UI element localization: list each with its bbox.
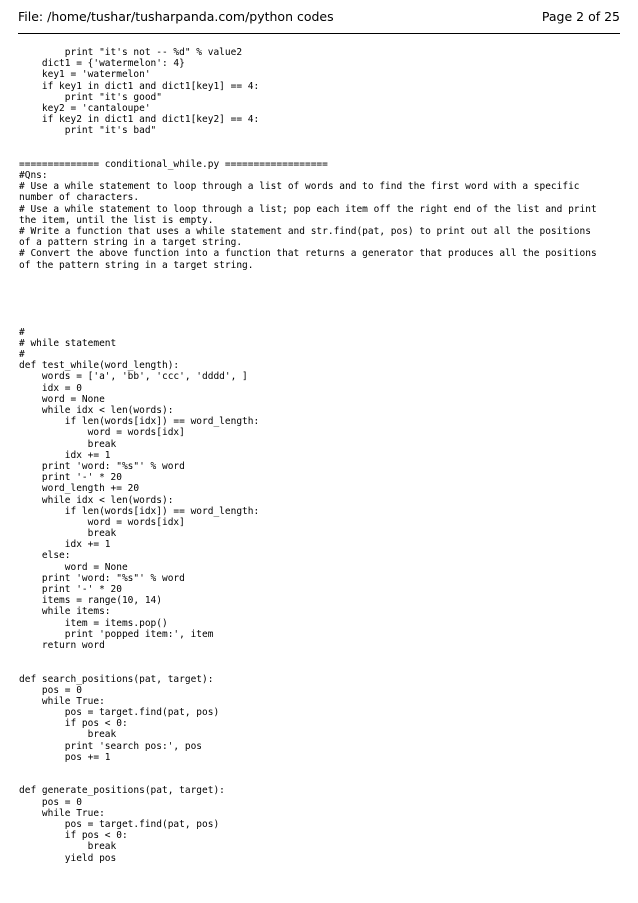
- code-line: word = words[idx]: [19, 516, 185, 528]
- code-line: while True:: [19, 695, 105, 707]
- code-line: while idx < len(words):: [19, 494, 174, 506]
- code-line: break: [19, 528, 117, 540]
- code-line: pos += 1: [19, 751, 111, 763]
- code-line: of a pattern string in a target string.: [19, 237, 243, 249]
- code-line: # Use a while statement to loop through a list of words and to find the first word with a specific: [19, 181, 580, 193]
- code-line: #: [19, 349, 25, 361]
- code-line: break: [19, 438, 117, 450]
- code-line: pos = target.find(pat, pos): [19, 707, 220, 719]
- code-line: [19, 304, 623, 315]
- code-line: idx = 0: [19, 382, 82, 394]
- code-line: # Use a while statement to loop through a list; pop each item off the right end of the list and print: [19, 203, 597, 215]
- code-line: [19, 774, 623, 785]
- file-path-label: File: /home/tushar/tusharpanda.com/python codes: [18, 9, 334, 24]
- code-line: number of characters.: [19, 192, 140, 204]
- code-line: if key1 in dict1 and dict1[key1] == 4:: [19, 80, 260, 92]
- code-line: [19, 282, 623, 293]
- code-line: print '-' * 20: [19, 472, 122, 484]
- code-line: if key2 in dict1 and dict1[key2] == 4:: [19, 114, 260, 126]
- code-listing: [19, 47, 623, 864]
- code-line: def generate_positions(pat, target):: [19, 785, 225, 797]
- code-line: [19, 137, 623, 148]
- code-line: while idx < len(words):: [19, 405, 174, 416]
- code-line: print 'search pos:', pos: [19, 740, 203, 752]
- code-line: print 'word: "%s"' % word: [19, 572, 185, 584]
- code-line: words = ['a', 'bb', 'ccc', 'dddd', ]: [19, 371, 248, 383]
- code-line: idx += 1: [19, 539, 111, 551]
- code-line: [19, 293, 623, 304]
- code-line: pos = 0: [19, 684, 82, 696]
- page-header: [18, 3, 620, 34]
- code-line: # Convert the above function into a function that returns a generator that produces all the positions: [19, 248, 597, 260]
- code-line: of the pattern string in a target string.: [19, 259, 254, 271]
- code-line: while True:: [19, 807, 105, 819]
- code-line: word = None: [19, 561, 128, 573]
- code-line: [19, 271, 623, 282]
- code-line: key2 = 'cantaloupe': [19, 102, 151, 114]
- code-line: print "it's good": [19, 91, 162, 103]
- code-line: [19, 148, 623, 159]
- code-line: word = words[idx]: [19, 427, 185, 439]
- code-line: def search_positions(pat, target):: [19, 673, 214, 685]
- code-line: word = None: [19, 393, 105, 405]
- code-line: #: [19, 326, 25, 338]
- code-line: break: [19, 729, 117, 741]
- code-line: return word: [19, 639, 105, 651]
- code-line: items = range(10, 14): [19, 595, 162, 607]
- code-line: if pos < 0:: [19, 718, 128, 730]
- code-line: #Qns:: [19, 170, 48, 182]
- code-line: key1 = 'watermelon': [19, 69, 151, 81]
- code-line: idx += 1: [19, 449, 111, 461]
- code-line: while items:: [19, 606, 111, 618]
- code-line: the item, until the list is empty.: [19, 214, 214, 226]
- code-line: else:: [19, 550, 71, 562]
- code-line: def test_while(word_length):: [19, 360, 180, 372]
- code-line: [19, 662, 623, 673]
- code-line: ============== conditional_while.py ==================: [19, 158, 328, 170]
- code-line: item = items.pop(): [19, 617, 168, 629]
- code-line: print "it's not -- %d" % value2: [19, 47, 243, 58]
- code-line: word_length += 20: [19, 483, 140, 495]
- code-line: [19, 316, 623, 327]
- code-line: # Write a function that uses a while statement and str.find(pat, pos) to print out all the positions: [19, 226, 591, 237]
- code-line: [19, 651, 623, 662]
- code-line: if pos < 0:: [19, 830, 128, 842]
- code-line: pos = 0: [19, 796, 82, 808]
- code-line: yield pos: [19, 852, 117, 864]
- code-line: dict1 = {'watermelon': 4}: [19, 58, 185, 70]
- code-line: [19, 763, 623, 774]
- code-line: print '-' * 20: [19, 584, 122, 595]
- code-line: print "it's bad": [19, 125, 157, 137]
- code-line: pos = target.find(pat, pos): [19, 818, 220, 830]
- page-number-label: Page 2 of 25: [541, 9, 620, 24]
- code-line: print 'word: "%s"' % word: [19, 460, 185, 472]
- code-line: if len(words[idx]) == word_length:: [19, 505, 260, 517]
- code-line: # while statement: [19, 337, 117, 349]
- code-line: print 'popped item:', item: [19, 628, 214, 640]
- code-line: if len(words[idx]) == word_length:: [19, 416, 260, 428]
- code-line: break: [19, 841, 117, 853]
